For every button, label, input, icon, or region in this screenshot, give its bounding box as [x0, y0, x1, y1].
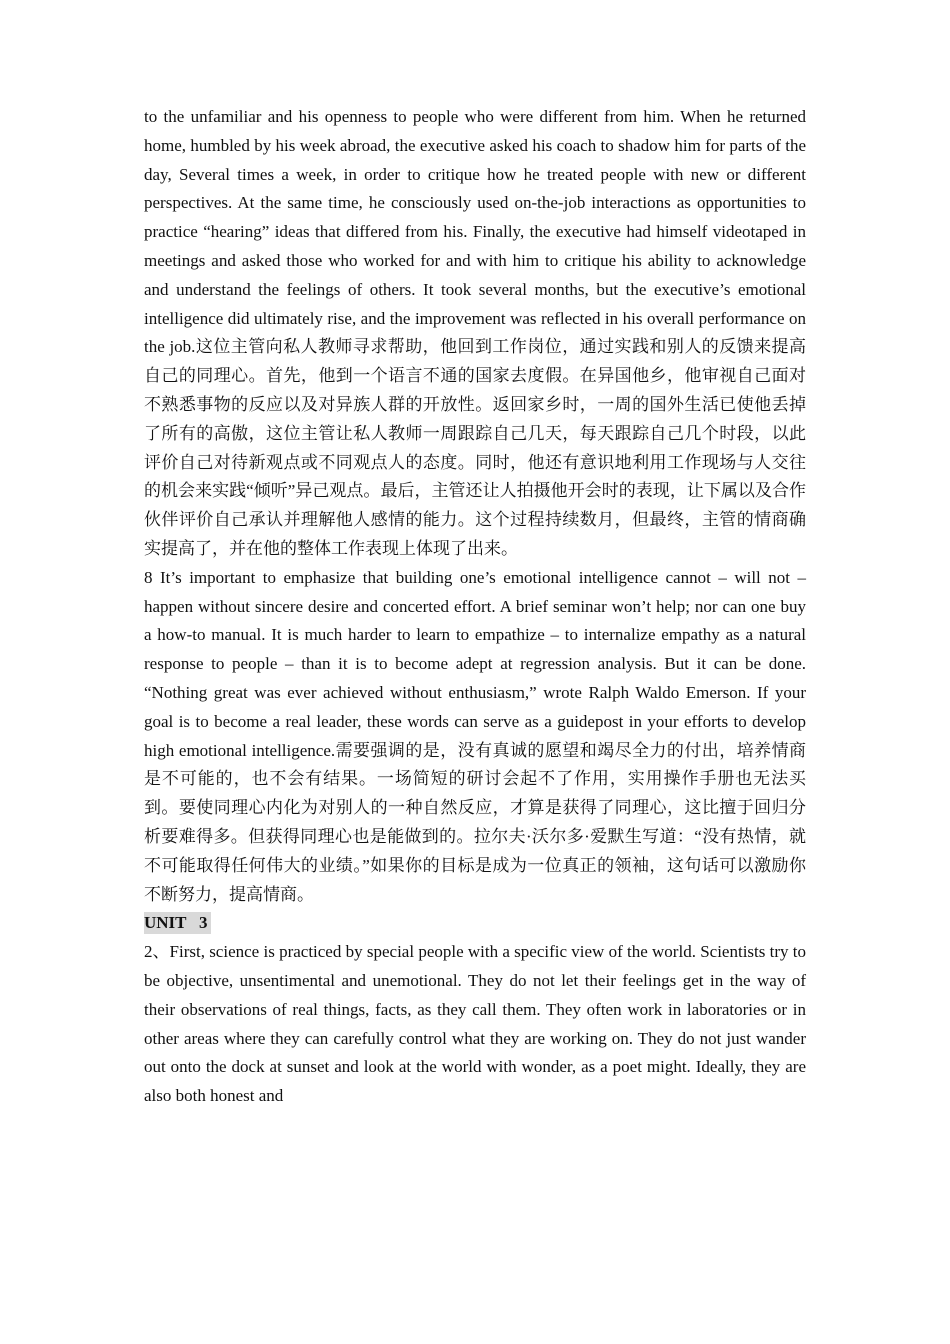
paragraph-executive-empathy: to the unfamiliar and his openness to people who were different from him. When he returned home, humbled by his week abroad, the executive asked his coach to shadow him for parts of the day, Several times a week, in order to critique how he treated people with new or different perspectives. At the same time, he consciously used on-the-job interactions as opportunities to practice “hearing” ideas that differed from his. Finally, the executive had himself videotaped in meetings and asked those who worked for and with him to critique his ability to acknowledge and understand the feelings of others. It took several months, but the executive’s emotional intelligence did ultimately rise, and the improvement was reflected in his overall performance on the job.这位主管向私人教师寻求帮助，他回到工作岗位，通过实践和别人的反馈来提高自己的同理心。首先，他到一个语言不通的国家去度假。在异国他乡，他审视自己面对不熟悉事物的反应以及对异族人群的开放性。返回家乡时，一周的国外生活已使他丢掉了所有的高傲，这位主管让私人教师一周跟踪自己几天，每天跟踪自己几个时段，以此评价自己对待新观点或不同观点人的态度。同时，他还有意识地利用工作现场与人交往的机会来实践“倾听”异己观点。最后，主管还让人拍摄他开会时的表现，让下属以及合作伙伴评价自己承认并理解他人感情的能力。这个过程持续数月，但最终，主管的情商确实提高了，并在他的整体工作表现上体现了出来。	[144, 107, 806, 558]
paragraph-unit3-science: 2、First, science is practiced by special people with a specific view of the world. Scientists try to be objective, unsentimental and unemotional. They do not let their feelings get in the way of their observations of real things, facts, as they call them. They often work in laboratories or in other areas where they can carefully control what they are working on. They do not just wander out onto the dock at sunset and look at the world with wonder, as a poet might. Ideally, they are also both honest and	[144, 942, 806, 1106]
paragraph-8-emotional-intelligence: 8 It’s important to emphasize that building one’s emotional intelligence cannot – will not – happen without sincere desire and concerted effort. A brief seminar won’t help; nor can one buy a how-to manual. It is much harder to learn to empathize – to internalize empathy as a natural response to people – than it is to become adept at regression analysis. But it can be done. “Nothing great was ever achieved without enthusiasm,” wrote Ralph Waldo Emerson. If your goal is to become a real leader, these words can serve as a guidepost in your efforts to develop high emotional intelligence.需要强调的是，没有真诚的愿望和竭尽全力的付出，培养情商是不可能的，也不会有结果。一场简短的研讨会起不了作用，实用操作手册也无法买到。要使同理心内化为对别人的一种自然反应，才算是获得了同理心，这比擅于回归分析要难得多。但获得同理心也是能做到的。拉尔夫·沃尔多·爱默生写道：“没有热情，就不可能取得任何伟大的业绩。”如果你的目标是成为一位真正的领袖，这句话可以激励你不断努力，提高情商。	[144, 567, 806, 904]
unit-heading-row	[144, 909, 806, 938]
unit-heading: UNIT 3	[144, 912, 211, 934]
document-body	[144, 103, 806, 1111]
